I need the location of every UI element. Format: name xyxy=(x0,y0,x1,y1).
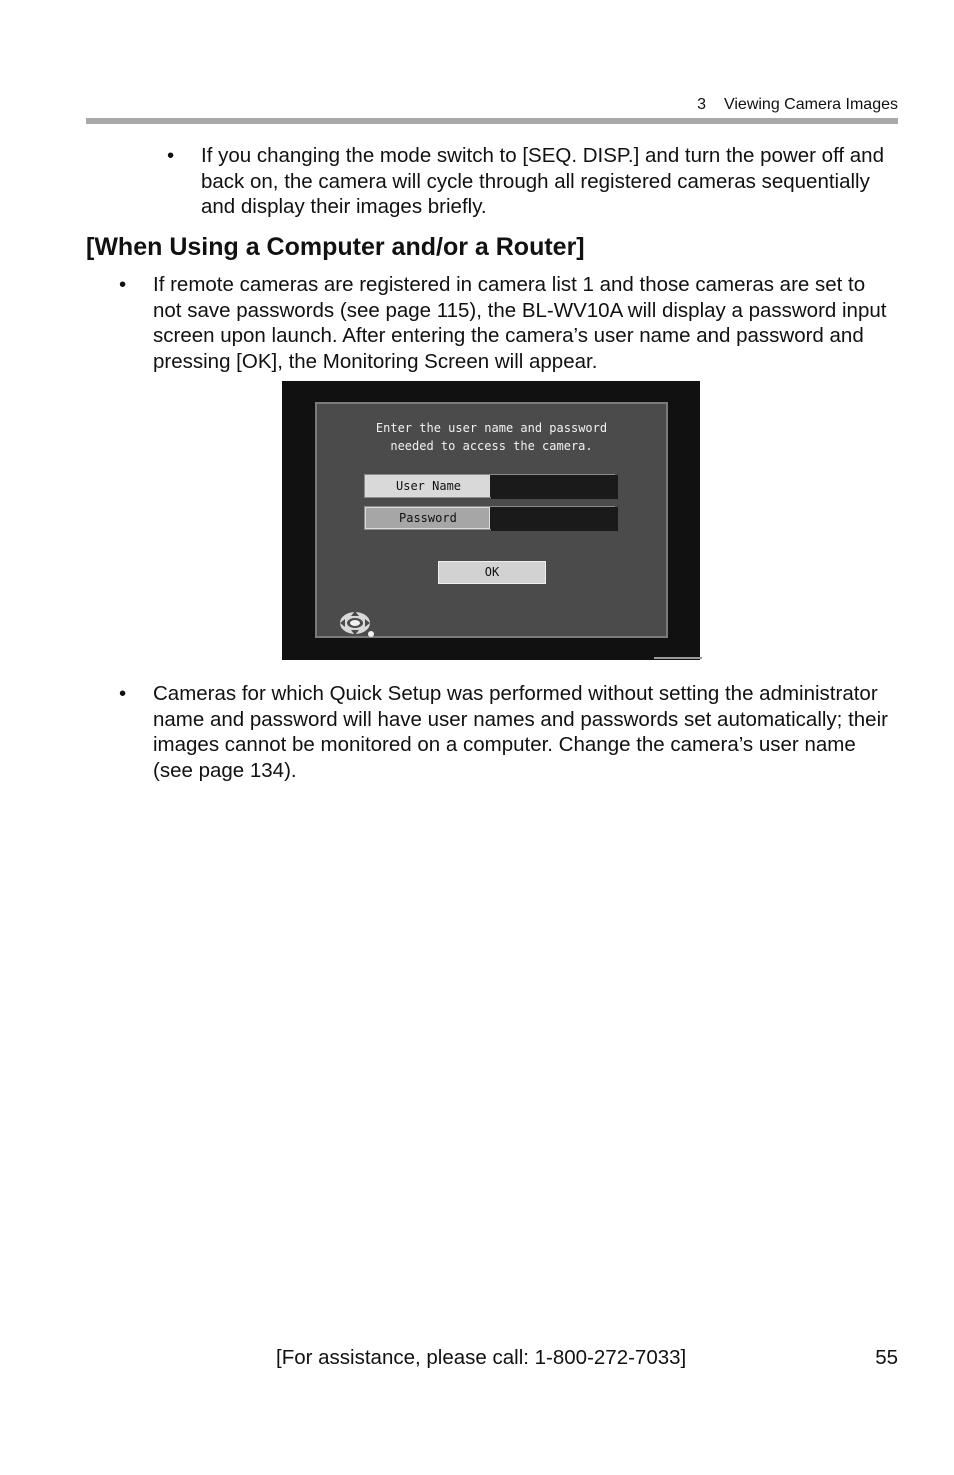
bullet-symbol: • xyxy=(167,144,175,167)
bullet-text: If you changing the mode switch to [SEQ. DISP.] and turn the power off and back on, the camera will cycle through all registered cameras sequentially and display their images briefly. xyxy=(201,144,884,218)
prompt-line-1: Enter the user name and password xyxy=(375,421,608,435)
password-row xyxy=(364,506,615,530)
bullet-remote-cameras xyxy=(119,272,898,374)
page-number: 55 xyxy=(875,1346,898,1369)
password-screen-screenshot xyxy=(282,381,700,660)
prompt-line-2: needed to access the camera. xyxy=(390,439,593,453)
running-head xyxy=(697,96,898,114)
password-input[interactable] xyxy=(491,507,618,531)
header-rule xyxy=(86,118,898,124)
ok-button[interactable]: OK xyxy=(438,561,546,584)
user-name-row xyxy=(364,474,615,498)
password-label: Password xyxy=(365,507,490,529)
bullet-symbol: • xyxy=(119,273,127,296)
bullet-text: If remote cameras are registered in camera list 1 and those cameras are set to not save passwords (see page 115), the BL-WV10A will display a password input screen upon launch. After entering the camera’s user name and password and pressing [OK], the Monitoring Screen will appear. xyxy=(153,273,887,373)
section-heading: [When Using a Computer and/or a Router] xyxy=(86,233,585,261)
assistance-footer: [For assistance, please call: 1-800-272-7033] xyxy=(276,1346,687,1369)
bullet-symbol: • xyxy=(119,682,127,705)
screen-edge-mark xyxy=(654,657,702,659)
bullet-seq-disp xyxy=(167,143,891,220)
chapter-number: 3 xyxy=(697,96,706,113)
bullet-text: Cameras for which Quick Setup was performed without setting the administrator name and password will have user names and passwords set automatically; their images cannot be monitored on a computer. Change the camera’s user name (see page 134). xyxy=(153,682,888,782)
user-name-input[interactable] xyxy=(491,475,618,499)
chapter-title: Viewing Camera Images xyxy=(723,96,898,113)
user-name-label: User Name xyxy=(365,475,490,497)
bullet-quick-setup xyxy=(119,681,898,783)
password-dialog xyxy=(315,402,668,638)
directional-pad-icon xyxy=(338,610,374,638)
